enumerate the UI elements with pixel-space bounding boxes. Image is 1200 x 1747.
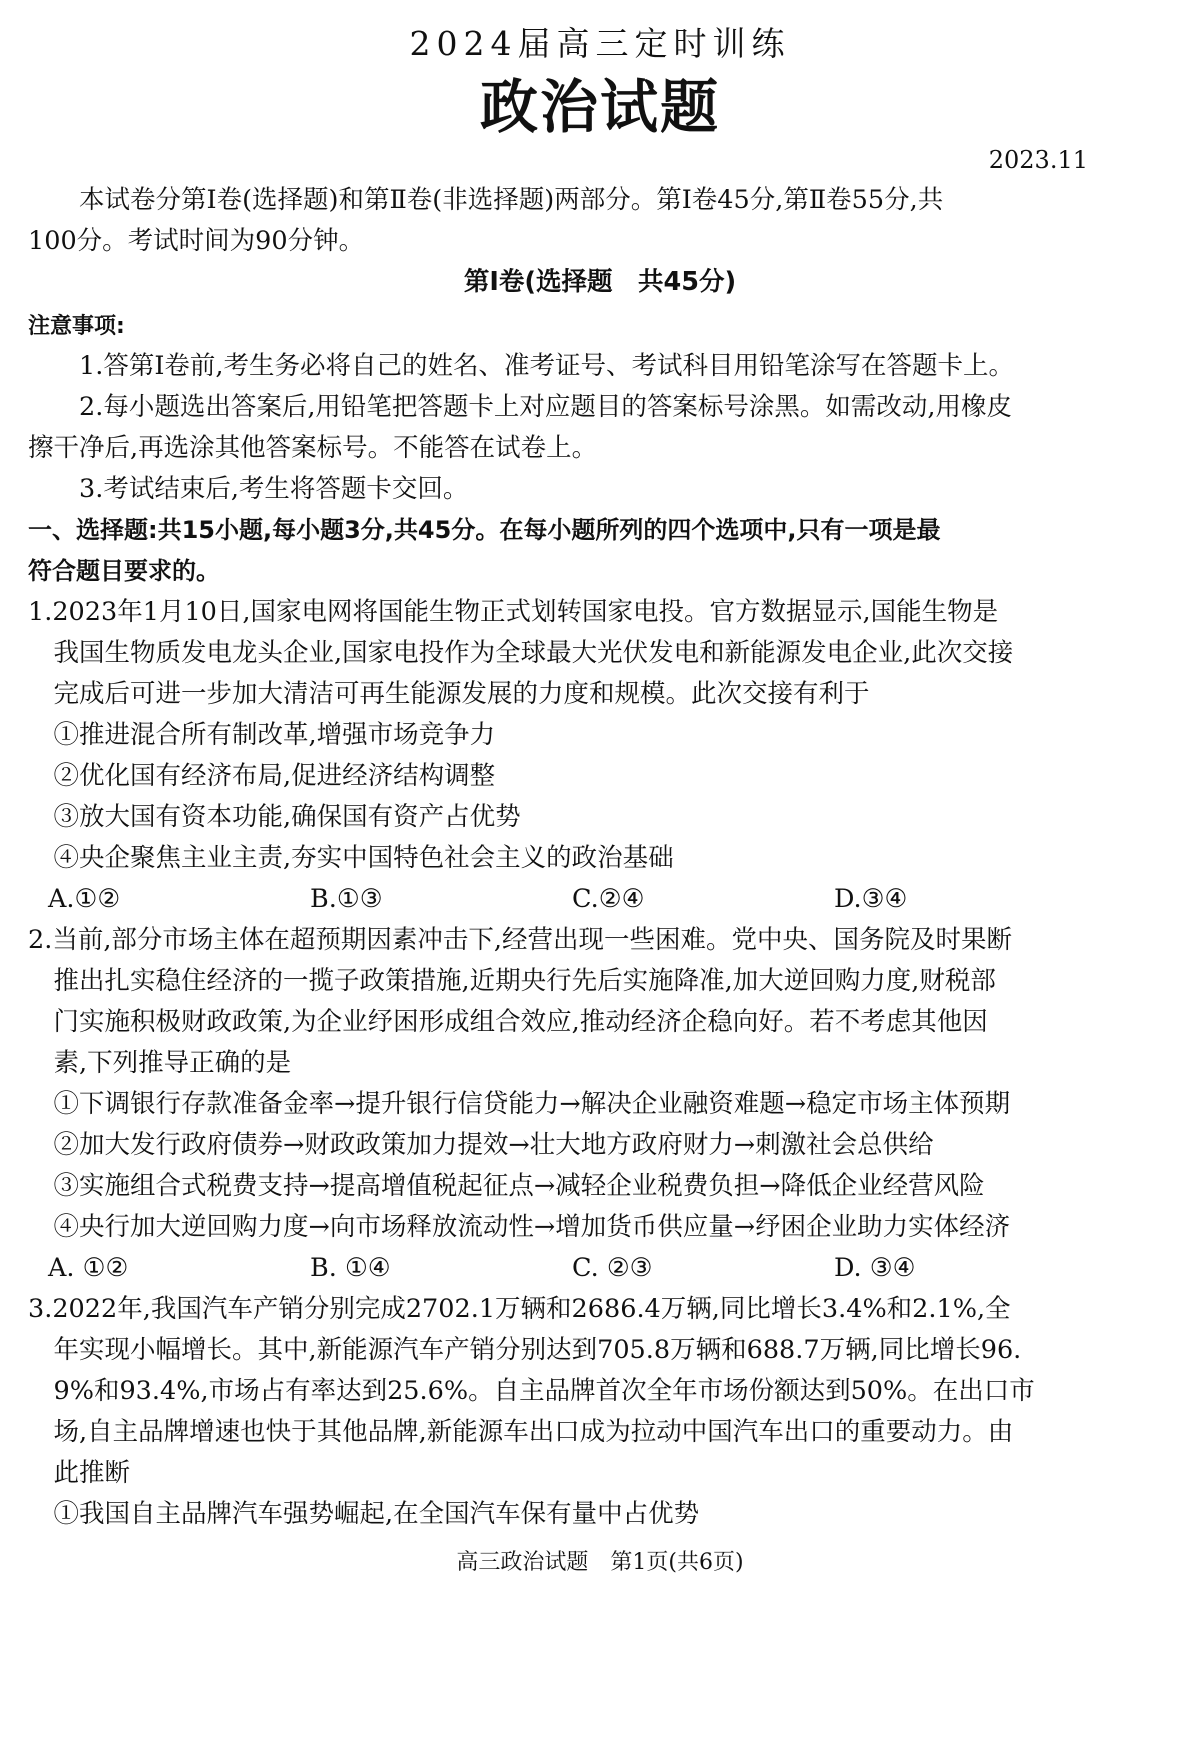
q1-statement-3: ③放大国有资本功能,确保国有资产占优势 (28, 802, 521, 832)
q2-statement-4: ④央行加大逆回购力度→向市场释放流动性→增加货币供应量→纾困企业助力实体经济 (28, 1212, 1011, 1242)
q2-stem-line-3: 门实施积极财政政策,为企业纾困形成组合效应,推动经济企稳向好。若不考虑其他因 (28, 1007, 988, 1037)
intro-line-2: 100分。考试时间为90分钟。 (28, 226, 365, 256)
q2-stem-line-1: 2.当前,部分市场主体在超预期因素冲击下,经营出现一些困难。党中央、国务院及时果断 (28, 925, 1013, 955)
q3-stem-line-5: 此推断 (28, 1458, 131, 1488)
page-footer: 高三政治试题 第1页(共6页) (456, 1550, 744, 1575)
q3-stem-line-1: 3.2022年,我国汽车产销分别完成2702.1万辆和2686.4万辆,同比增长3.4%和2.1%,全 (28, 1294, 1011, 1324)
exam-page (28, 0, 1172, 1747)
q1-option-c: C.②④ (572, 884, 645, 914)
series-title: 2024届高三定时训练 (409, 24, 791, 63)
q2-stem-line-2: 推出扎实稳住经济的一揽子政策措施,近期央行先后实施降准,加大逆回购力度,财税部 (28, 966, 996, 996)
volume-title: 第Ⅰ卷(选择题 共45分) (463, 267, 737, 297)
q1-statement-2: ②优化国有经济布局,促进经济结构调整 (28, 761, 496, 791)
q2-statement-3: ③实施组合式税费支持→提高增值税起征点→减轻企业税费负担→降低企业经营风险 (28, 1171, 985, 1201)
notes-title: 注意事项: (28, 314, 125, 339)
note-item-3: 3.考试结束后,考生将答题卡交回。 (28, 474, 469, 504)
section-1-instruction-line-2: 符合题目要求的。 (28, 557, 220, 585)
section-1-instruction-line-1: 一、选择题:共15小题,每小题3分,共45分。在每小题所列的四个选项中,只有一项是最 (28, 516, 941, 544)
main-title: 政治试题 (479, 73, 720, 141)
q2-stem-line-4: 素,下列推导正确的是 (28, 1048, 292, 1078)
q2-statement-1: ①下调银行存款准备金率→提升银行信贷能力→解决企业融资难题→稳定市场主体预期 (28, 1089, 1011, 1119)
q2-statement-2: ②加大发行政府债券→财政政策加力提效→壮大地方政府财力→刺激社会总供给 (28, 1130, 934, 1160)
q1-option-d: D.③④ (834, 884, 908, 914)
note-item-2-line-2: 擦干净后,再选涂其他答案标号。不能答在试卷上。 (28, 433, 598, 463)
q1-option-a: A.①② (48, 884, 121, 914)
note-item-1: 1.答第Ⅰ卷前,考生务必将自己的姓名、准考证号、考试科目用铅笔涂写在答题卡上。 (28, 351, 1015, 381)
q2-option-c: C. ②③ (572, 1253, 653, 1283)
q1-statement-4: ④央企聚焦主业主责,夯实中国特色社会主义的政治基础 (28, 843, 674, 873)
q3-stem-line-3: 9%和93.4%,市场占有率达到25.6%。自主品牌首次全年市场份额达到50%。在出口市 (28, 1376, 1035, 1406)
q1-stem-line-3: 完成后可进一步加大清洁可再生能源发展的力度和规模。此次交接有利于 (28, 679, 870, 709)
q2-option-b: B. ①④ (310, 1253, 391, 1283)
q1-option-b: B.①③ (310, 884, 383, 914)
q1-stem-line-2: 我国生物质发电龙头企业,国家电投作为全球最大光伏发电和新能源发电企业,此次交接 (28, 638, 1014, 668)
note-item-2-line-1: 2.每小题选出答案后,用铅笔把答题卡上对应题目的答案标号涂黑。如需改动,用橡皮 (28, 392, 1013, 422)
q1-statement-1: ①推进混合所有制改革,增强市场竞争力 (28, 720, 496, 750)
q2-option-a: A. ①② (48, 1253, 129, 1283)
q3-stem-line-2: 年实现小幅增长。其中,新能源汽车产销分别达到705.8万辆和688.7万辆,同比增长96. (28, 1335, 1022, 1365)
intro-line-1: 本试卷分第Ⅰ卷(选择题)和第Ⅱ卷(非选择题)两部分。第Ⅰ卷45分,第Ⅱ卷55分,共 (28, 185, 944, 215)
q3-statement-1: ①我国自主品牌汽车强势崛起,在全国汽车保有量中占优势 (28, 1499, 700, 1529)
q1-stem-line-1: 1.2023年1月10日,国家电网将国能生物正式划转国家电投。官方数据显示,国能生物是 (28, 597, 999, 627)
q2-option-d: D. ③④ (834, 1253, 916, 1283)
q3-stem-line-4: 场,自主品牌增速也快于其他品牌,新能源车出口成为拉动中国汽车出口的重要动力。由 (28, 1417, 1014, 1447)
exam-date: 2023.11 (988, 146, 1088, 174)
